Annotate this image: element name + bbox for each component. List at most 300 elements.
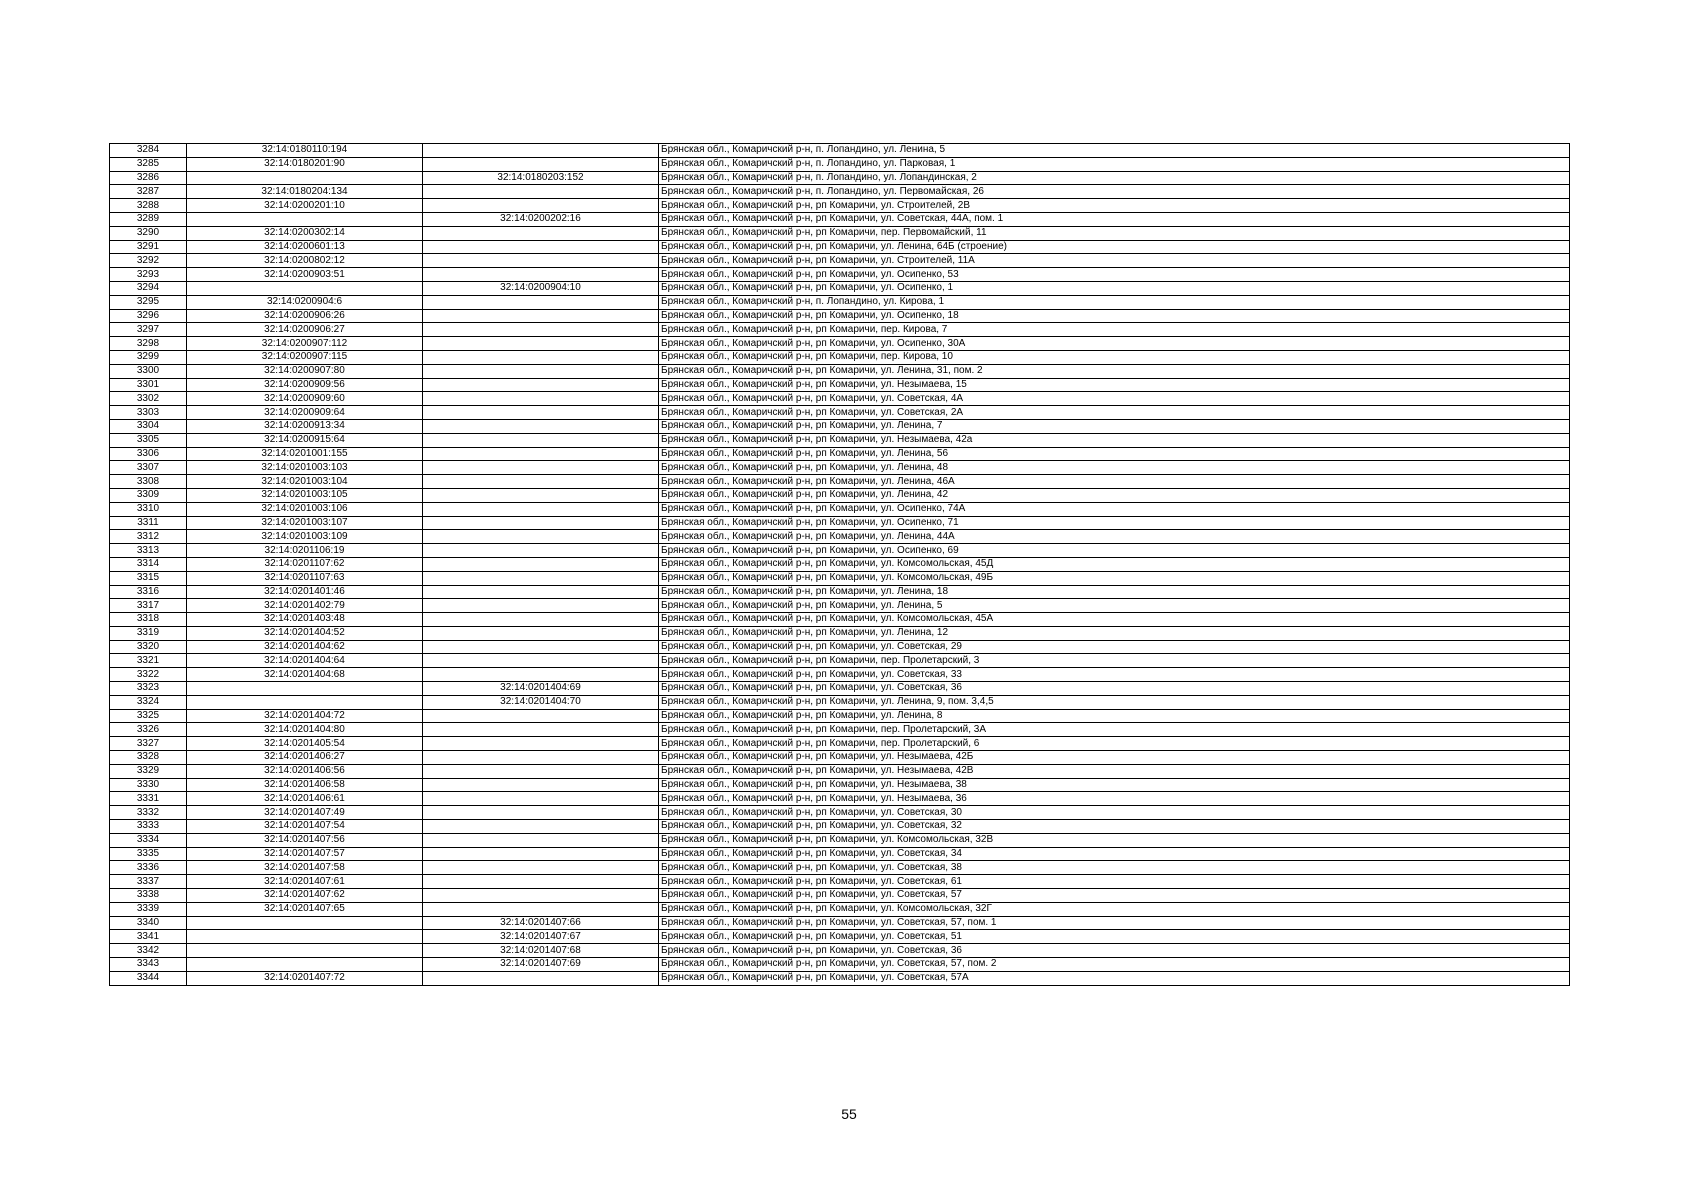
address-cell: Брянская обл., Комаричский р-н, п. Лопандино, ул. Парковая, 1 [659,157,1570,171]
table-row [110,778,1570,792]
cadastral-number-cell: 32:14:0201003:105 [187,488,423,502]
cadastral-number-cell: 32:14:0201107:62 [187,557,423,571]
table-row [110,447,1570,461]
row-number-cell: 3295 [110,295,187,309]
cadastral-number-alt-cell [423,350,659,364]
table-row [110,378,1570,392]
address-cell: Брянская обл., Комаричский р-н, рп Комаричи, ул. Ленина, 31, пом. 2 [659,364,1570,378]
address-cell: Брянская обл., Комаричский р-н, рп Комаричи, ул. Ленина, 42 [659,488,1570,502]
row-number-cell: 3332 [110,806,187,820]
table-row [110,364,1570,378]
table-row [110,875,1570,889]
table-row [110,199,1570,213]
page-number: 55 [841,1106,857,1122]
cadastral-number-alt-cell: 32:14:0180203:152 [423,171,659,185]
row-number-cell: 3344 [110,971,187,985]
cadastral-number-alt-cell [423,737,659,751]
address-cell: Брянская обл., Комаричский р-н, п. Лопандино, ул. Ленина, 5 [659,144,1570,158]
address-cell: Брянская обл., Комаричский р-н, рп Комаричи, ул. Советская, 36 [659,944,1570,958]
cadastral-number-alt-cell [423,475,659,489]
cadastral-number-cell: 32:14:0180201:90 [187,157,423,171]
address-cell: Брянская обл., Комаричский р-н, рп Комаричи, ул. Ленина, 44А [659,530,1570,544]
address-cell: Брянская обл., Комаричский р-н, рп Комаричи, ул. Осипенко, 1 [659,281,1570,295]
address-cell: Брянская обл., Комаричский р-н, рп Комаричи, пер. Кирова, 10 [659,350,1570,364]
row-number-cell: 3292 [110,254,187,268]
address-cell: Брянская обл., Комаричский р-н, п. Лопандино, ул. Первомайская, 26 [659,185,1570,199]
cadastral-number-cell: 32:14:0200913:34 [187,419,423,433]
row-number-cell: 3291 [110,240,187,254]
row-number-cell: 3284 [110,144,187,158]
table-row [110,419,1570,433]
table-row [110,833,1570,847]
address-cell: Брянская обл., Комаричский р-н, рп Комаричи, ул. Советская, 36 [659,682,1570,696]
row-number-cell: 3305 [110,433,187,447]
address-cell: Брянская обл., Комаричский р-н, рп Комаричи, пер. Пролетарский, 6 [659,737,1570,751]
row-number-cell: 3285 [110,157,187,171]
cadastral-number-alt-cell [423,378,659,392]
address-cell: Брянская обл., Комаричский р-н, рп Комаричи, ул. Ленина, 5 [659,599,1570,613]
cadastral-number-alt-cell [423,406,659,420]
address-cell: Брянская обл., Комаричский р-н, рп Комаричи, ул. Комсомольская, 49Б [659,571,1570,585]
table-row [110,350,1570,364]
table-row [110,723,1570,737]
table-row [110,406,1570,420]
cadastral-number-alt-cell [423,889,659,903]
row-number-cell: 3321 [110,654,187,668]
cadastral-number-cell: 32:14:0201001:155 [187,447,423,461]
cadastral-number-alt-cell [423,157,659,171]
address-cell: Брянская обл., Комаричский р-н, рп Комаричи, ул. Незымаева, 42В [659,764,1570,778]
row-number-cell: 3342 [110,944,187,958]
cadastral-number-cell [187,930,423,944]
address-cell: Брянская обл., Комаричский р-н, рп Комаричи, ул. Осипенко, 71 [659,516,1570,530]
address-cell: Брянская обл., Комаричский р-н, рп Комаричи, ул. Комсомольская, 32Г [659,902,1570,916]
cadastral-number-cell: 32:14:0201404:72 [187,709,423,723]
row-number-cell: 3335 [110,847,187,861]
address-cell: Брянская обл., Комаричский р-н, рп Комаричи, пер. Кирова, 7 [659,323,1570,337]
address-cell: Брянская обл., Комаричский р-н, рп Комаричи, ул. Незымаева, 38 [659,778,1570,792]
address-cell: Брянская обл., Комаричский р-н, рп Комаричи, ул. Комсомольская, 45А [659,613,1570,627]
cadastral-number-cell: 32:14:0201404:62 [187,640,423,654]
cadastral-number-alt-cell [423,295,659,309]
table-row [110,654,1570,668]
address-cell: Брянская обл., Комаричский р-н, рп Комаричи, ул. Осипенко, 74А [659,502,1570,516]
cadastral-number-alt-cell [423,254,659,268]
table-row [110,792,1570,806]
address-cell: Брянская обл., Комаричский р-н, рп Комаричи, ул. Незымаева, 15 [659,378,1570,392]
row-number-cell: 3308 [110,475,187,489]
cadastral-number-alt-cell [423,571,659,585]
table-row [110,958,1570,972]
cadastral-number-alt-cell [423,337,659,351]
cadastral-number-cell: 32:14:0200201:10 [187,199,423,213]
address-cell: Брянская обл., Комаричский р-н, рп Комаричи, ул. Ленина, 48 [659,461,1570,475]
cadastral-number-alt-cell [423,971,659,985]
row-number-cell: 3318 [110,613,187,627]
row-number-cell: 3298 [110,337,187,351]
table-row [110,709,1570,723]
cadastral-number-cell: 32:14:0201003:106 [187,502,423,516]
table-row [110,281,1570,295]
cadastral-number-alt-cell [423,544,659,558]
row-number-cell: 3329 [110,764,187,778]
address-cell: Брянская обл., Комаричский р-н, рп Комаричи, ул. Комсомольская, 45Д [659,557,1570,571]
cadastral-number-cell [187,695,423,709]
cadastral-number-cell: 32:14:0201405:54 [187,737,423,751]
address-cell: Брянская обл., Комаричский р-н, рп Комаричи, ул. Ленина, 7 [659,419,1570,433]
cadastral-number-alt-cell [423,447,659,461]
cadastral-number-cell [187,171,423,185]
cadastral-number-cell: 32:14:0201404:68 [187,668,423,682]
table-row [110,337,1570,351]
table-row [110,847,1570,861]
cadastral-number-alt-cell [423,833,659,847]
cadastral-number-alt-cell [423,557,659,571]
address-cell: Брянская обл., Комаричский р-н, рп Комаричи, ул. Незымаева, 36 [659,792,1570,806]
table-row [110,764,1570,778]
cadastral-number-cell: 32:14:0200601:13 [187,240,423,254]
row-number-cell: 3343 [110,958,187,972]
cadastral-number-alt-cell [423,392,659,406]
cadastral-number-alt-cell: 32:14:0201404:69 [423,682,659,696]
row-number-cell: 3311 [110,516,187,530]
row-number-cell: 3328 [110,751,187,765]
row-number-cell: 3337 [110,875,187,889]
table-row [110,185,1570,199]
row-number-cell: 3294 [110,281,187,295]
row-number-cell: 3301 [110,378,187,392]
table-row [110,682,1570,696]
address-cell: Брянская обл., Комаричский р-н, рп Комаричи, пер. Пролетарский, 3А [659,723,1570,737]
address-cell: Брянская обл., Комаричский р-н, рп Комаричи, ул. Советская, 51 [659,930,1570,944]
cadastral-number-cell: 32:14:0200915:64 [187,433,423,447]
cadastral-number-alt-cell [423,640,659,654]
cadastral-number-cell: 32:14:0200907:112 [187,337,423,351]
row-number-cell: 3306 [110,447,187,461]
address-cell: Брянская обл., Комаричский р-н, рп Комаричи, пер. Пролетарский, 3 [659,654,1570,668]
address-cell: Брянская обл., Комаричский р-н, рп Комаричи, ул. Строителей, 11А [659,254,1570,268]
cadastral-number-alt-cell [423,364,659,378]
address-cell: Брянская обл., Комаричский р-н, рп Комаричи, ул. Незымаева, 42Б [659,751,1570,765]
row-number-cell: 3297 [110,323,187,337]
cadastral-number-alt-cell [423,516,659,530]
table-row [110,461,1570,475]
table-row [110,902,1570,916]
row-number-cell: 3307 [110,461,187,475]
cadastral-number-cell: 32:14:0201407:56 [187,833,423,847]
row-number-cell: 3339 [110,902,187,916]
cadastral-number-cell: 32:14:0200802:12 [187,254,423,268]
cadastral-number-cell: 32:14:0201404:80 [187,723,423,737]
cadastral-number-cell: 32:14:0201407:72 [187,971,423,985]
row-number-cell: 3299 [110,350,187,364]
address-cell: Брянская обл., Комаричский р-н, рп Комаричи, ул. Незымаева, 42а [659,433,1570,447]
cadastral-number-alt-cell [423,654,659,668]
row-number-cell: 3336 [110,861,187,875]
row-number-cell: 3300 [110,364,187,378]
table-row [110,585,1570,599]
table-row [110,930,1570,944]
cadastral-number-cell: 32:14:0201003:109 [187,530,423,544]
cadastral-number-cell: 32:14:0201402:79 [187,599,423,613]
cadastral-number-alt-cell [423,902,659,916]
table-row [110,751,1570,765]
table-row [110,530,1570,544]
cadastral-number-cell: 32:14:0180110:194 [187,144,423,158]
cadastral-number-cell [187,212,423,226]
address-cell: Брянская обл., Комаричский р-н, рп Комаричи, ул. Советская, 32 [659,820,1570,834]
cadastral-number-alt-cell [423,433,659,447]
row-number-cell: 3326 [110,723,187,737]
cadastral-number-alt-cell [423,419,659,433]
table-row [110,268,1570,282]
cadastral-number-alt-cell: 32:14:0201407:66 [423,916,659,930]
row-number-cell: 3325 [110,709,187,723]
table-row [110,820,1570,834]
cadastral-number-alt-cell [423,806,659,820]
row-number-cell: 3290 [110,226,187,240]
cadastral-number-alt-cell [423,599,659,613]
row-number-cell: 3303 [110,406,187,420]
cadastral-number-cell: 32:14:0201406:61 [187,792,423,806]
cadastral-number-alt-cell [423,585,659,599]
cadastral-number-cell: 32:14:0201407:61 [187,875,423,889]
cadastral-number-alt-cell [423,226,659,240]
table-row [110,944,1570,958]
cadastral-number-alt-cell [423,751,659,765]
row-number-cell: 3312 [110,530,187,544]
cadastral-number-cell: 32:14:0200909:64 [187,406,423,420]
cadastral-number-cell: 32:14:0200302:14 [187,226,423,240]
table-row [110,516,1570,530]
cadastral-number-alt-cell [423,792,659,806]
cadastral-number-alt-cell [423,488,659,502]
row-number-cell: 3323 [110,682,187,696]
row-number-cell: 3322 [110,668,187,682]
table-row [110,309,1570,323]
address-cell: Брянская обл., Комаричский р-н, рп Комаричи, ул. Комсомольская, 32В [659,833,1570,847]
cadastral-number-alt-cell [423,723,659,737]
registry-table-body [110,144,1570,986]
row-number-cell: 3331 [110,792,187,806]
table-row [110,502,1570,516]
address-cell: Брянская обл., Комаричский р-н, рп Комаричи, ул. Советская, 29 [659,640,1570,654]
table-row [110,295,1570,309]
cadastral-number-alt-cell [423,764,659,778]
row-number-cell: 3310 [110,502,187,516]
address-cell: Брянская обл., Комаричский р-н, рп Комаричи, ул. Ленина, 56 [659,447,1570,461]
cadastral-number-cell: 32:14:0201404:64 [187,654,423,668]
row-number-cell: 3286 [110,171,187,185]
address-cell: Брянская обл., Комаричский р-н, рп Комаричи, ул. Осипенко, 18 [659,309,1570,323]
table-row [110,640,1570,654]
cadastral-number-alt-cell [423,820,659,834]
row-number-cell: 3338 [110,889,187,903]
cadastral-number-cell: 32:14:0201403:48 [187,613,423,627]
cadastral-number-cell: 32:14:0200909:60 [187,392,423,406]
cadastral-number-cell: 32:14:0201003:104 [187,475,423,489]
row-number-cell: 3302 [110,392,187,406]
cadastral-number-alt-cell [423,268,659,282]
address-cell: Брянская обл., Комаричский р-н, п. Лопандино, ул. Лопандинская, 2 [659,171,1570,185]
table-row [110,599,1570,613]
cadastral-number-cell: 32:14:0201407:65 [187,902,423,916]
table-row [110,668,1570,682]
address-cell: Брянская обл., Комаричский р-н, рп Комаричи, ул. Советская, 57, пом. 1 [659,916,1570,930]
cadastral-number-cell: 32:14:0200909:56 [187,378,423,392]
table-row [110,212,1570,226]
row-number-cell: 3330 [110,778,187,792]
row-number-cell: 3327 [110,737,187,751]
address-cell: Брянская обл., Комаричский р-н, рп Комаричи, ул. Ленина, 9, пом. 3,4,5 [659,695,1570,709]
address-cell: Брянская обл., Комаричский р-н, рп Комаричи, ул. Ленина, 64Б (строение) [659,240,1570,254]
cadastral-number-alt-cell [423,530,659,544]
row-number-cell: 3324 [110,695,187,709]
cadastral-number-cell [187,944,423,958]
cadastral-number-cell: 32:14:0201407:54 [187,820,423,834]
table-row [110,861,1570,875]
cadastral-number-cell: 32:14:0201406:56 [187,764,423,778]
cadastral-number-cell: 32:14:0201401:46 [187,585,423,599]
cadastral-number-alt-cell [423,199,659,213]
cadastral-number-alt-cell [423,778,659,792]
table-row [110,254,1570,268]
table-row [110,226,1570,240]
address-cell: Брянская обл., Комаричский р-н, рп Комаричи, ул. Советская, 61 [659,875,1570,889]
row-number-cell: 3334 [110,833,187,847]
cadastral-number-alt-cell [423,323,659,337]
table-row [110,240,1570,254]
table-row [110,475,1570,489]
cadastral-number-cell: 32:14:0201407:58 [187,861,423,875]
row-number-cell: 3313 [110,544,187,558]
cadastral-number-alt-cell: 32:14:0201407:68 [423,944,659,958]
table-row [110,488,1570,502]
table-row [110,544,1570,558]
address-cell: Брянская обл., Комаричский р-н, рп Комаричи, ул. Советская, 33 [659,668,1570,682]
cadastral-number-cell: 32:14:0200904:6 [187,295,423,309]
cadastral-number-alt-cell: 32:14:0200904:10 [423,281,659,295]
cadastral-number-alt-cell [423,668,659,682]
cadastral-number-cell [187,682,423,696]
row-number-cell: 3340 [110,916,187,930]
row-number-cell: 3317 [110,599,187,613]
cadastral-number-alt-cell [423,626,659,640]
row-number-cell: 3341 [110,930,187,944]
table-row [110,916,1570,930]
cadastral-number-cell: 32:14:0180204:134 [187,185,423,199]
address-cell: Брянская обл., Комаричский р-н, рп Комаричи, ул. Осипенко, 53 [659,268,1570,282]
property-registry-table [109,143,1570,986]
row-number-cell: 3309 [110,488,187,502]
row-number-cell: 3320 [110,640,187,654]
address-cell: Брянская обл., Комаричский р-н, рп Комаричи, ул. Советская, 57, пом. 2 [659,958,1570,972]
row-number-cell: 3316 [110,585,187,599]
cadastral-number-cell: 32:14:0201406:27 [187,751,423,765]
address-cell: Брянская обл., Комаричский р-н, рп Комаричи, ул. Ленина, 46А [659,475,1570,489]
cadastral-number-cell: 32:14:0200907:80 [187,364,423,378]
cadastral-number-cell: 32:14:0200907:115 [187,350,423,364]
cadastral-number-cell: 32:14:0201407:62 [187,889,423,903]
table-row [110,626,1570,640]
address-cell: Брянская обл., Комаричский р-н, рп Комаричи, ул. Советская, 4А [659,392,1570,406]
row-number-cell: 3333 [110,820,187,834]
cadastral-number-cell: 32:14:0200906:27 [187,323,423,337]
cadastral-number-alt-cell [423,861,659,875]
cadastral-number-cell: 32:14:0201407:57 [187,847,423,861]
cadastral-number-cell [187,958,423,972]
table-row [110,144,1570,158]
table-row [110,889,1570,903]
address-cell: Брянская обл., Комаричский р-н, рп Комаричи, ул. Советская, 2А [659,406,1570,420]
cadastral-number-alt-cell [423,144,659,158]
cadastral-number-cell: 32:14:0201106:19 [187,544,423,558]
row-number-cell: 3315 [110,571,187,585]
cadastral-number-cell: 32:14:0201407:49 [187,806,423,820]
cadastral-number-cell: 32:14:0201107:63 [187,571,423,585]
cadastral-number-cell: 32:14:0200903:51 [187,268,423,282]
address-cell: Брянская обл., Комаричский р-н, рп Комаричи, ул. Советская, 57 [659,889,1570,903]
row-number-cell: 3314 [110,557,187,571]
cadastral-number-cell: 32:14:0201406:58 [187,778,423,792]
address-cell: Брянская обл., Комаричский р-н, рп Комаричи, ул. Советская, 30 [659,806,1570,820]
cadastral-number-alt-cell: 32:14:0201407:67 [423,930,659,944]
cadastral-number-alt-cell [423,613,659,627]
row-number-cell: 3287 [110,185,187,199]
address-cell: Брянская обл., Комаричский р-н, рп Комаричи, ул. Строителей, 2В [659,199,1570,213]
cadastral-number-cell: 32:14:0201003:103 [187,461,423,475]
table-row [110,157,1570,171]
table-row [110,392,1570,406]
cadastral-number-alt-cell [423,240,659,254]
cadastral-number-alt-cell [423,847,659,861]
address-cell: Брянская обл., Комаричский р-н, рп Комаричи, ул. Советская, 44А, пом. 1 [659,212,1570,226]
cadastral-number-cell: 32:14:0201404:52 [187,626,423,640]
row-number-cell: 3304 [110,419,187,433]
address-cell: Брянская обл., Комаричский р-н, рп Комаричи, пер. Первомайский, 11 [659,226,1570,240]
cadastral-number-alt-cell: 32:14:0200202:16 [423,212,659,226]
cadastral-number-cell: 32:14:0200906:26 [187,309,423,323]
cadastral-number-alt-cell: 32:14:0201407:69 [423,958,659,972]
table-row [110,323,1570,337]
table-row [110,433,1570,447]
address-cell: Брянская обл., Комаричский р-н, рп Комаричи, ул. Осипенко, 69 [659,544,1570,558]
cadastral-number-cell [187,281,423,295]
row-number-cell: 3293 [110,268,187,282]
cadastral-number-alt-cell [423,502,659,516]
table-row [110,695,1570,709]
address-cell: Брянская обл., Комаричский р-н, рп Комаричи, ул. Осипенко, 30А [659,337,1570,351]
cadastral-number-alt-cell [423,185,659,199]
row-number-cell: 3288 [110,199,187,213]
cadastral-number-cell [187,916,423,930]
address-cell: Брянская обл., Комаричский р-н, рп Комаричи, ул. Советская, 38 [659,861,1570,875]
table-row [110,571,1570,585]
address-cell: Брянская обл., Комаричский р-н, рп Комаричи, ул. Ленина, 12 [659,626,1570,640]
address-cell: Брянская обл., Комаричский р-н, рп Комаричи, ул. Ленина, 18 [659,585,1570,599]
table-row [110,171,1570,185]
address-cell: Брянская обл., Комаричский р-н, рп Комаричи, ул. Советская, 57А [659,971,1570,985]
row-number-cell: 3289 [110,212,187,226]
table-row [110,557,1570,571]
cadastral-number-alt-cell [423,309,659,323]
row-number-cell: 3319 [110,626,187,640]
table-row [110,613,1570,627]
table-row [110,806,1570,820]
cadastral-number-cell: 32:14:0201003:107 [187,516,423,530]
table-row [110,971,1570,985]
address-cell: Брянская обл., Комаричский р-н, рп Комаричи, ул. Ленина, 8 [659,709,1570,723]
